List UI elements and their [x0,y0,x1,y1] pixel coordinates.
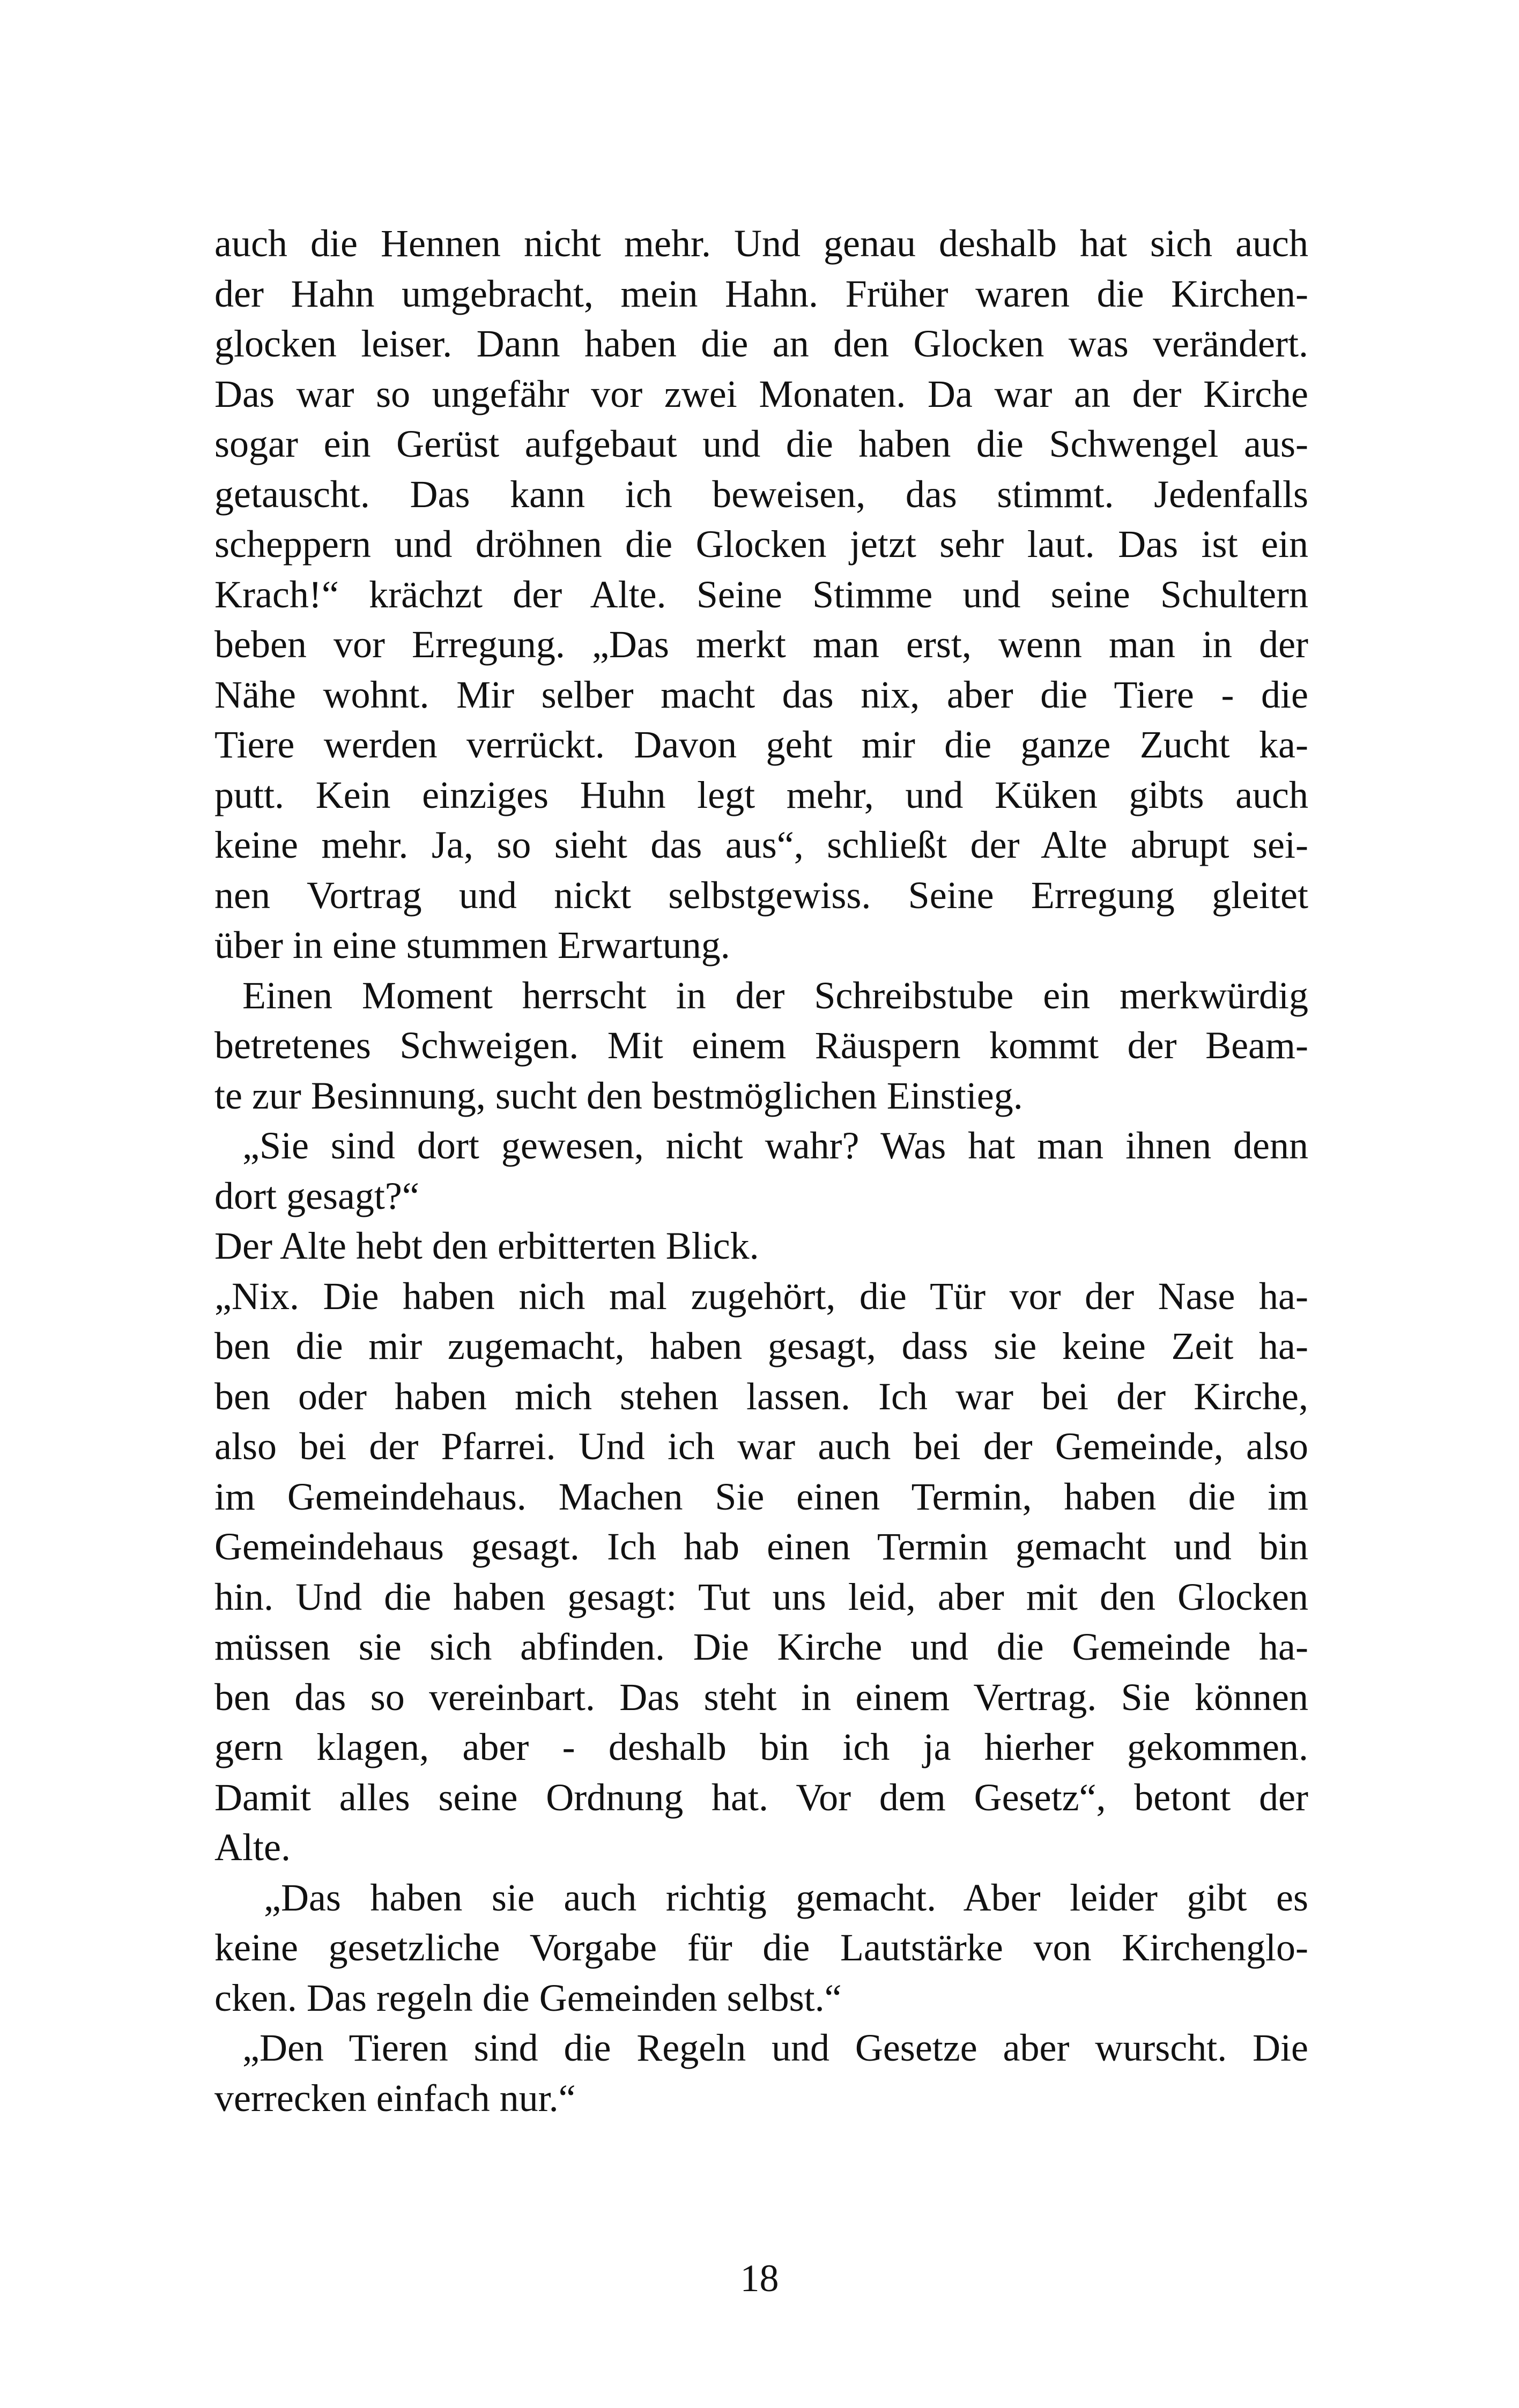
text-line: also bei der Pfarrei. Und ich war auch bei der Gemeinde, also [214,1425,1308,1468]
text-line: „Den Tieren sind die Regeln und Gesetze aber wurscht. Die [242,2026,1308,2069]
text-line: müssen sie sich abfinden. Die Kirche und die Gemeinde ha- [214,1625,1308,1668]
page-number: 18 [740,2257,779,2300]
text-line: auch die Hennen nicht mehr. Und genau deshalb hat sich auch [214,222,1308,265]
text-line: keine mehr. Ja, so sieht das aus“, schließt der Alte abrupt sei- [214,823,1308,866]
text-line: Der Alte hebt den erbitterten Blick. [214,1224,759,1267]
text-line: putt. Kein einziges Huhn legt mehr, und Küken gibts auch [214,773,1308,816]
text-line: beben vor Erregung. „Das merkt man erst, wenn man in der [214,623,1308,666]
text-line: Einen Moment herrscht in der Schreibstube ein merkwürdig [242,973,1308,1017]
text-line: Das war so ungefähr vor zwei Monaten. Da war an der Kirche [214,372,1308,415]
text-line: sogar ein Gerüst aufgebaut und die haben die Schwengel aus- [214,422,1308,465]
text-line: Alte. [214,1826,291,1869]
text-line: Gemeindehaus gesagt. Ich hab einen Termin gemacht und bin [214,1525,1308,1568]
text-line: ben oder haben mich stehen lassen. Ich war bei der Kirche, [214,1374,1308,1418]
text-line: „Sie sind dort gewesen, nicht wahr? Was hat man ihnen denn [242,1124,1308,1167]
text-line: ben die mir zugemacht, haben gesagt, dass sie keine Zeit ha- [214,1325,1308,1367]
text-line: Krach!“ krächzt der Alte. Seine Stimme und seine Schultern [214,573,1308,616]
text-line: glocken leiser. Dann haben die an den Glocken was verändert. [214,322,1308,365]
text-line: Tiere werden verrückt. Davon geht mir die ganze Zucht ka- [214,723,1308,766]
text-line: keine gesetzliche Vorgabe für die Lautstärke von Kirchenglo- [214,1926,1308,1969]
text-line: Damit alles seine Ordnung hat. Vor dem Gesetz“, betont der [214,1775,1308,1819]
text-line: Nähe wohnt. Mir selber macht das nix, aber die Tiere - die [214,673,1308,716]
text-line: über in eine stummen Erwartung. [214,924,730,967]
text-line: verrecken einfach nur.“ [214,2076,576,2120]
text-line: scheppern und dröhnen die Glocken jetzt sehr laut. Das ist ein [214,523,1308,566]
text-line: der Hahn umgebracht, mein Hahn. Früher waren die Kirchen- [214,272,1308,315]
text-line: nen Vortrag und nickt selbstgewiss. Seine Erregung gleitet [214,873,1308,917]
text-line: „Das haben sie auch richtig gemacht. Aber leider gibt es [264,1876,1308,1919]
text-line: betretenes Schweigen. Mit einem Räuspern kommt der Beam- [214,1024,1308,1067]
text-line: te zur Besinnung, sucht den bestmöglichen Einstieg. [214,1074,1023,1117]
text-line: gern klagen, aber - deshalb bin ich ja hierher gekommen. [214,1726,1308,1768]
body-text [214,219,1308,2123]
text-line: im Gemeindehaus. Machen Sie einen Termin, haben die im [214,1475,1308,1518]
text-line: getauscht. Das kann ich beweisen, das stimmt. Jedenfalls [214,472,1308,516]
text-line: ben das so vereinbart. Das steht in einem Vertrag. Sie können [214,1675,1308,1719]
text-line: cken. Das regeln die Gemeinden selbst.“ [214,1976,842,2019]
text-line: hin. Und die haben gesagt: Tut uns leid, aber mit den Glocken [214,1575,1308,1618]
text-line: dort gesagt?“ [214,1174,419,1217]
text-line: „Nix. Die haben nich mal zugehört, die Tür vor der Nase ha- [214,1274,1308,1318]
